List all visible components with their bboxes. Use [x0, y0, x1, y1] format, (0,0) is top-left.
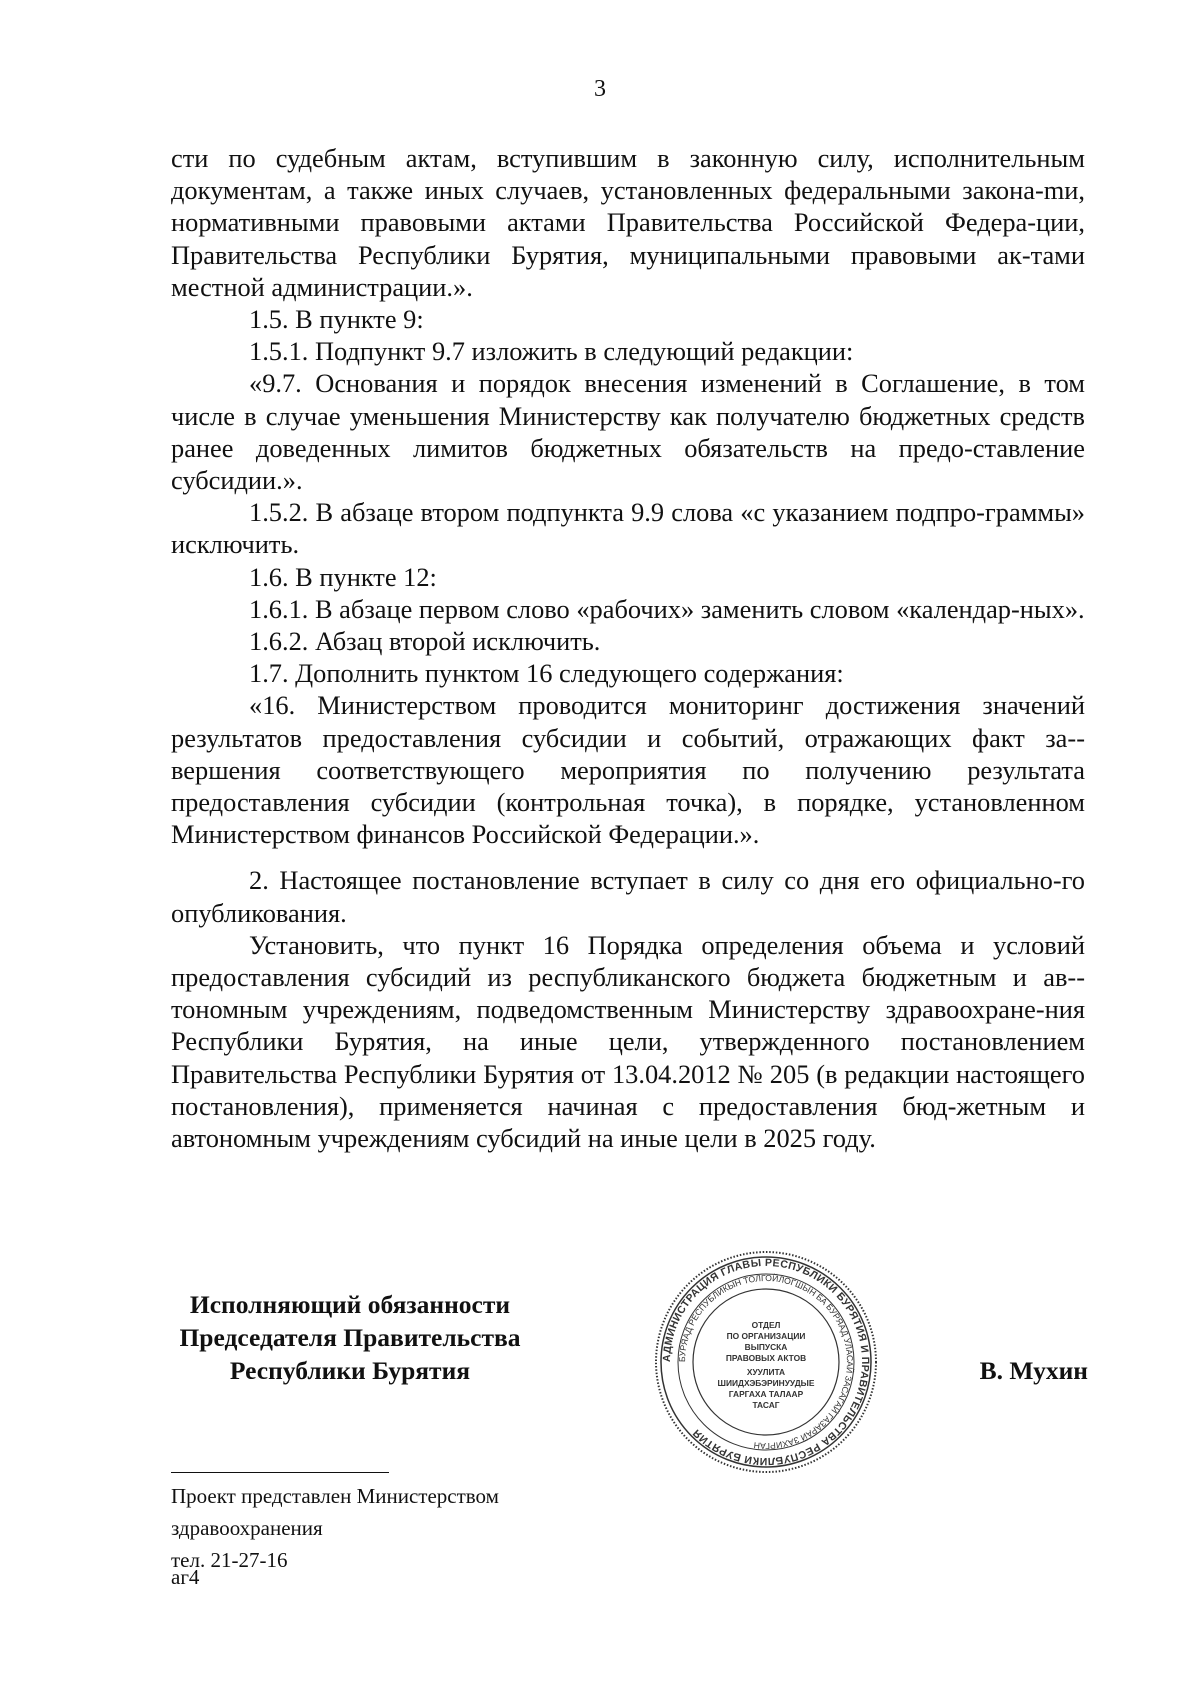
- signatory-title: [150, 1288, 550, 1387]
- paragraph-1-6-1: 1.6.1. В абзаце первом слово «рабочих» заменить словом «календар-ных».: [249, 593, 1085, 624]
- paragraph-1-5-1: 1.5.1. Подпункт 9.7 изложить в следующий редакции:: [249, 336, 854, 367]
- seal-center-line: ВЫПУСКА: [744, 1342, 788, 1352]
- seal-center-line: ПО ОРГАНИЗАЦИИ: [726, 1331, 806, 1341]
- paragraph-9-7-quote: «9.7. Основания и порядок внесения изменений в Соглашение, в том числе в случае уменьшения Министерству как получателю бюджетных средств ранее доведенных лимитов бюджетных обязательств на предо-ставление субсидии.».: [171, 368, 1085, 496]
- seal-center-line: ШИИДХЭБЭРИНУУДЫЕ: [717, 1378, 815, 1388]
- footnote-line-3: тел. 21-27-16: [171, 1548, 288, 1572]
- paragraph-continuation: сти по судебным актам, вступившим в законную силу, исполнительным документам, а также иных случаев, установленных федеральными закона-mи, нормативными правовыми актами Правительства Российской Федера-ции, Правительства Республики Бурятия, муниципальными правовыми ак-тами местной администрации.».: [171, 143, 1085, 302]
- signatory-title-line-3: Республики Бурятия: [229, 1356, 471, 1385]
- seal-center-line: ПРАВОВЫХ АКТОВ: [725, 1353, 807, 1363]
- paragraph-1-7: 1.7. Дополнить пунктом 16 следующего содержания:: [249, 658, 844, 689]
- paragraph-2: 2. Настоящее постановление вступает в силу со дня его официально-го опубликования.: [171, 865, 1085, 928]
- page-number: 3: [594, 76, 606, 102]
- paragraph-16-quote: «16. Министерством проводится мониторинг достижения значений результатов предоставления субсидии и событий, отражающих факт за-вершения соответствующего мероприятия по получению результата предоставления субсидии (контрольная точка), в порядке, установленном Министерством финансов Российской Федерации.».: [171, 690, 1085, 850]
- paragraph-1-5-2: 1.5.2. В абзаце втором подпункта 9.9 слова «с указанием подпро-граммы» исключить.: [171, 497, 1085, 560]
- signer-name: В. Мухин: [979, 1356, 1088, 1385]
- seal-inner-ring-text: БУРЯАД РЕСПУБЛИКЫН ТОЛГОЙЛОГШЫН БА БУРЯАД УЛАСАЙ ЗАСАГАЙ ГАЗАРАЙ ЗАХИРГАН: [676, 1272, 856, 1452]
- paragraph-establish: Установить, что пункт 16 Порядка определения объема и условий предоставления субсидий из республиканского бюджета бюджетным и ав-тономным учреждениям, подведомственным Министерству здравоохране-ния Республики Бурятия, на иные цели, утвержденного постановлением Правительства Республики Бурятия от 13.04.2012 № 205 (в редакции настоящего постановления), применяется начиная с предоставления бюд-жетным и автономным учреждениям субсидий на иные цели в 2025 году.: [171, 929, 1085, 1154]
- official-seal: [652, 1248, 880, 1476]
- seal-center-line: ХУУЛИТА: [746, 1367, 786, 1377]
- footnote-divider: [171, 1472, 389, 1473]
- footnote-line-1: Проект представлен Министерством: [171, 1484, 499, 1508]
- paragraph-1-6: 1.6. В пункте 12:: [249, 561, 437, 592]
- seal-center-line: ГАРГАХА ТАЛААР: [728, 1389, 804, 1399]
- footnote-line-2: здравоохранения: [171, 1516, 323, 1540]
- seal-outer-ring-text: АДМИНИСТРАЦИЯ ГЛАВЫ РЕСПУБЛИКИ БУРЯТИЯ И ПРАВИТЕЛЬСТВА РЕСПУБЛИКИ БУРЯТИЯ: [660, 1256, 872, 1468]
- document-code: аг4: [171, 1565, 200, 1589]
- document-body: [171, 142, 1085, 1154]
- paragraph-1-6-2: 1.6.2. Абзац второй исключить.: [249, 626, 601, 657]
- seal-center-line: ОТДЕЛ: [751, 1320, 781, 1330]
- seal-center-line: ТАСАГ: [752, 1400, 780, 1410]
- signatory-title-line-2: Председателя Правительства: [179, 1323, 521, 1352]
- signatory-title-line-1: Исполняющий обязанности: [189, 1290, 511, 1319]
- footnote: [171, 1480, 591, 1576]
- paragraph-1-5: 1.5. В пункте 9:: [249, 304, 424, 335]
